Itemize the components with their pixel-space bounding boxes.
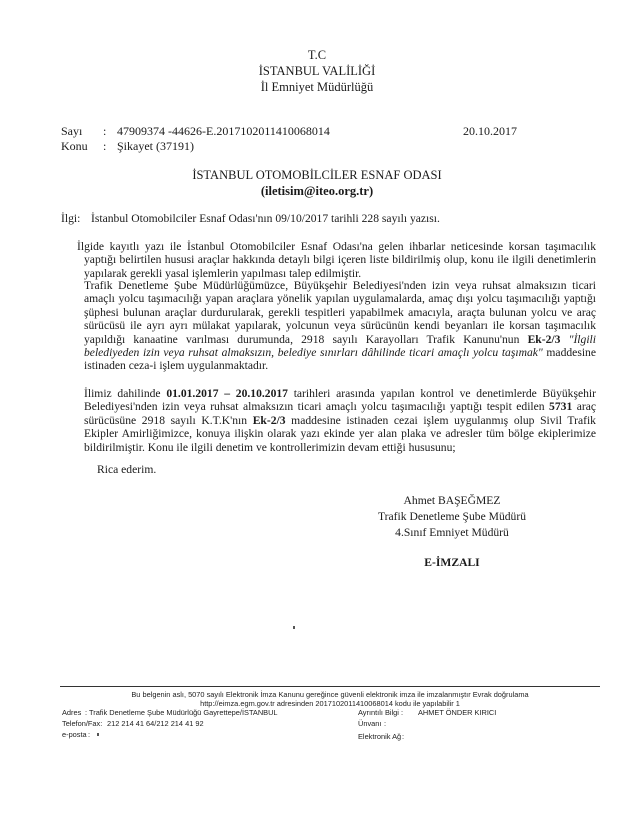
footer-notice-2: http://eimza.egm.gov.tr adresinden 2017102011410068014 kodu ile yapılabilir 1 [200, 699, 460, 708]
footer-eposta-sep: : [88, 730, 91, 739]
recipient-name: İSTANBUL OTOMOBİLCİLER ESNAF ODASI [192, 168, 442, 182]
footer-eposta-label: e-posta [62, 730, 87, 739]
konu-value: Şikayet (37191) [117, 139, 194, 153]
ilgi-label: İlgi: [61, 212, 81, 225]
footer-rule [60, 686, 600, 687]
paragraph-1 [77, 240, 596, 280]
paragraph-3-date-range: 01.01.2017 – 20.10.2017 [166, 387, 288, 400]
paragraph-3-text-c: tarihleri arasında yapılan kontrol ve denetimlerde Büyükşehir Belediyesi'nden izin veya ruhsat almaksızın ticari amaçlı yolcu taşımacılığı yaptığı tespit edilen [84, 387, 596, 414]
konu-separator: : [103, 139, 107, 153]
paragraph-2 [84, 279, 596, 373]
paragraph-3 [84, 387, 596, 454]
paragraph-1-text: İlgide kayıtlı yazı ile İstanbul Otomobilciler Esnaf Odası'na gelen ihbarlar neticesinde korsan taşımacılık yaptığı belirtilen hususi araçlar hakkında detaylı bilgi içeren liste bildirilmiş olup, konu ile ilgili denetimlerin yapılarak gerekli yasal işlemlerin yapılması talep edilmiştir. [77, 240, 596, 280]
signer-title: Trafik Denetleme Şube Müdürü [377, 510, 526, 523]
paragraph-3-count: 5731 [549, 400, 573, 414]
footer-notice-1: Bu belgenin aslı, 5070 sayılı Elektronik İmza Kanunu gereğince güvenli elektronik imza ile imzalanmıştır Evrak doğrulama [131, 690, 529, 699]
scan-mark [97, 733, 99, 736]
signer-rank: 4.Sınıf Emniyet Müdürü [395, 526, 509, 539]
header-valilik: İSTANBUL VALİLİĞİ [258, 64, 376, 78]
sayi-separator: : [103, 124, 107, 138]
signer-name: Ahmet BAŞEĞMEZ [403, 494, 501, 507]
paragraph-2-article: Ek-2/3 [527, 332, 561, 346]
e-signature-label: E-İMZALI [424, 556, 480, 569]
footer-unvan-label: Ünvanı [358, 719, 382, 728]
footer-eadres-label: Elektronik Ağ [358, 732, 402, 741]
footer-ayrintili-value: AHMET ÖNDER KIRICI [418, 708, 497, 717]
paragraph-3-article: Ek-2/3 [252, 413, 286, 427]
closing-text: Rica ederim. [97, 463, 157, 476]
footer-tel-value: 212 214 41 64/212 214 41 92 [107, 719, 204, 728]
paragraph-3-text-a: İlimiz dahilinde [84, 387, 167, 400]
paragraph-2-text-a: Trafik Denetleme Şube Müdürlüğümüzce, Büyükşehir Belediyesi'nden izin veya ruhsat almaksızın ticari amaçlı yolcu taşımacılığı yapan araçlara yönelik yapılan uygulamalarda, amaç dışı yolcu taşımacılığı yaptığı şüphesi bulunan araçlar durdurularak, gerekli tespitleri yapabilmek amacıyla, araçta bulunan yolcu ve araç sürücüsü ile ayrı ayrı mülakat yapılarak, yolcunun veya sürücünün kendi beyanları ile korsan taşımacılık yapıldığı kanaatine varılması durumunda, 2918 sayılı Karayolları Trafik Kanunu'nun [84, 279, 596, 346]
sayi-value: 47909374 -44626-E.2017102011410068014 [117, 124, 330, 138]
paragraph-2-text-d: maddesine istinaden ceza-i işlem uygulanmaktadır. [84, 346, 596, 373]
footer-adres-label: Adres [62, 708, 82, 717]
header-mudurluk: İl Emniyet Müdürlüğü [260, 80, 374, 94]
paragraph-2-quote: "İlgili belediyeden izin veya ruhsat almaksızın, belediye sınırları dâhilinde ticari amaçlı yolcu taşımak" [84, 332, 596, 360]
footer-ayrintili-label: Ayrıntılı Bilgi : [358, 708, 404, 717]
paragraph-3-text-e: araç sürücüsüne 2918 sayılı K.T.K'nın [84, 400, 596, 427]
document-date: 20.10.2017 [463, 124, 517, 138]
ilgi-text: İstanbul Otomobilciler Esnaf Odası'nın 09/10/2017 tarihli 228 sayılı yazısı. [91, 212, 440, 225]
sayi-label: Sayı [61, 124, 83, 138]
recipient-email: (iletisim@iteo.org.tr) [260, 184, 374, 198]
scan-mark [293, 626, 295, 629]
footer-unvan-sep: : [384, 719, 387, 728]
footer-tel-label: Telefon/Fax: [62, 719, 103, 728]
konu-label: Konu [61, 139, 88, 153]
footer-adres-value: Trafik Denetleme Şube Müdürlüğü Gayrettepe/İSTANBUL [89, 708, 278, 717]
paragraph-3-text-g: maddesine istinaden cezai işlem uygulanmış olup Sivil Trafik Ekipler Amirliğimizce, konuya ilişkin olarak yazı ekinde yer alan plaka ve adresler tüm bölge ekiplerimize bildirilmiştir. Konu ile ilgili denetim ve kontrollerimizin devam ettiği hususunu; [84, 413, 596, 454]
header-tc: T.C [307, 48, 327, 62]
footer-eadres-sep: : [402, 732, 405, 741]
footer-adres-sep: : [85, 708, 88, 717]
